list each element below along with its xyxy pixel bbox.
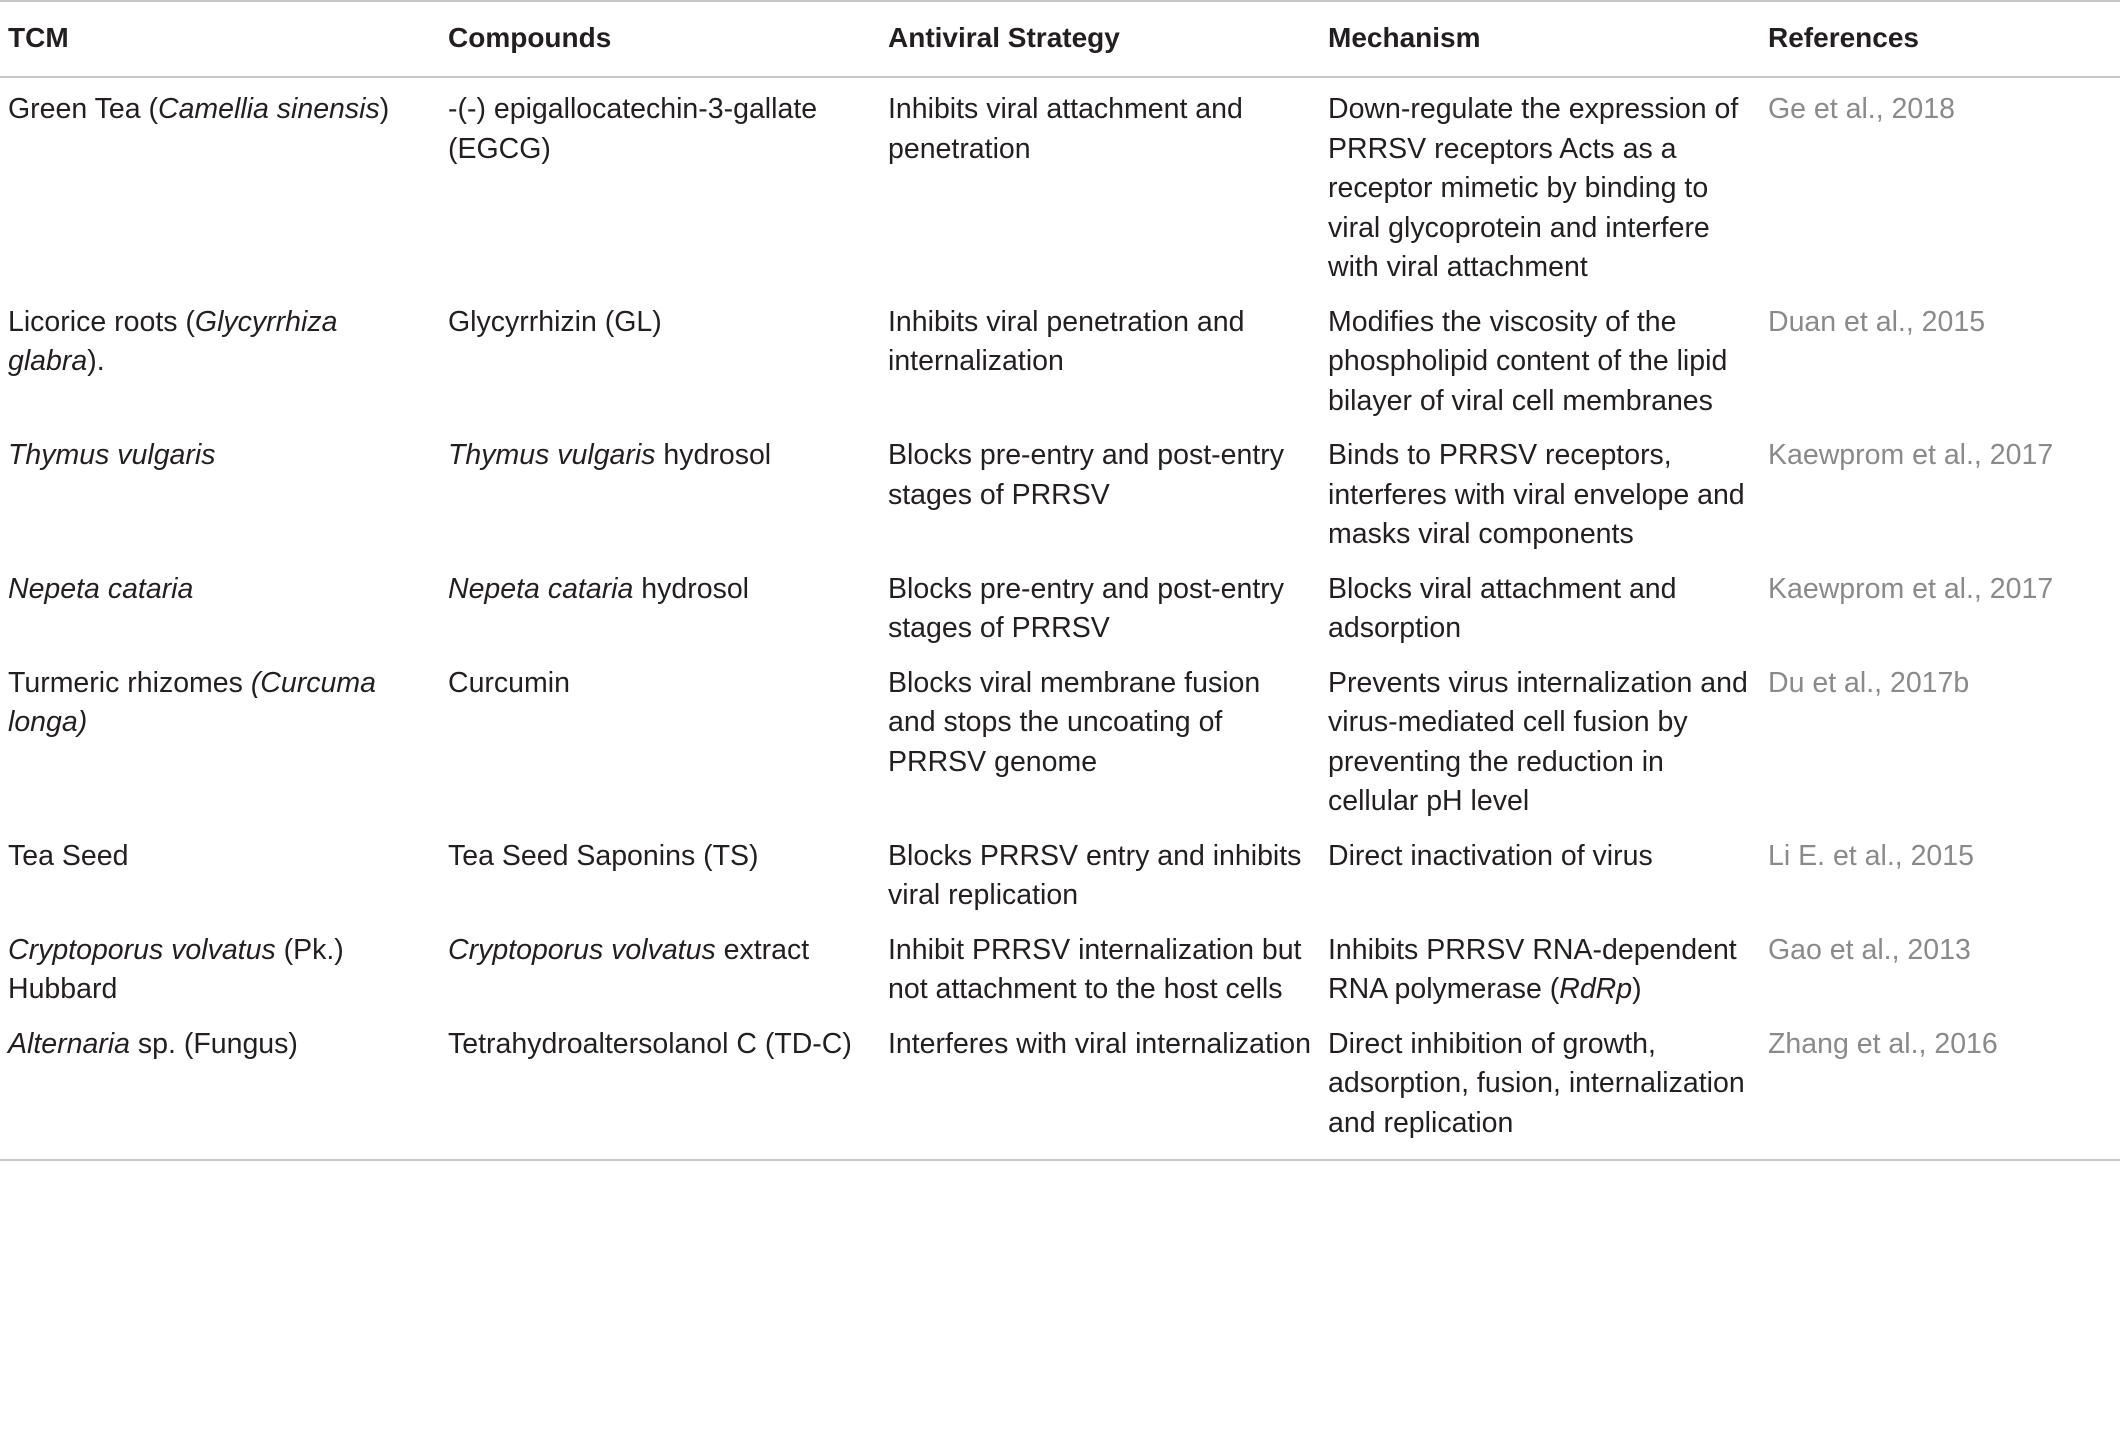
cell-strategy: Blocks PRRSV entry and inhibits viral replication bbox=[888, 839, 1302, 911]
cell-compound bbox=[440, 825, 880, 919]
table-row bbox=[0, 424, 2120, 558]
cell-tcm-italic: Camellia sinensis bbox=[157, 93, 380, 125]
cell-reference-link[interactable]: Gao et al., 2013 bbox=[1768, 933, 1971, 966]
cell-tcm-italic: Cryptoporus volvatus bbox=[8, 933, 276, 966]
cell-mechanism-text: Binds to PRRSV receptors, interferes with viral envelope and masks viral components bbox=[1328, 439, 1745, 550]
cell-compound-text: Glycyrrhizin (GL) bbox=[448, 305, 662, 338]
cell-compound bbox=[440, 424, 880, 558]
cell-tcm-italic: Thymus vulgaris bbox=[8, 439, 216, 471]
header-mechanism: Mechanism bbox=[1328, 22, 1481, 53]
cell-mechanism-text: Direct inactivation of virus bbox=[1328, 839, 1653, 872]
cell-tcm bbox=[0, 652, 440, 825]
cell-reference-link[interactable]: Kaewprom et al., 2017 bbox=[1768, 572, 2054, 605]
cell-compound-text: Tetrahydroaltersolanol C (TD-C) bbox=[448, 1027, 852, 1060]
cell-compound bbox=[440, 919, 880, 1013]
table-row bbox=[0, 291, 2120, 425]
cell-reference-link[interactable]: Kaewprom et al., 2017 bbox=[1768, 439, 2054, 471]
cell-tcm bbox=[0, 825, 440, 919]
cell-tcm-italic: (Curcuma longa) bbox=[8, 666, 376, 738]
cell-tcm bbox=[0, 424, 440, 558]
cell-reference-link[interactable]: Li E. et al., 2015 bbox=[1768, 839, 1974, 872]
cell-mechanism bbox=[1320, 1013, 1760, 1161]
cell-mechanism-text: Direct inhibition of growth, adsorption, fusion, internalization and replication bbox=[1328, 1027, 1745, 1139]
cell-compound-text-after: extract bbox=[715, 933, 810, 966]
table-row bbox=[0, 1013, 2120, 1161]
cell-tcm bbox=[0, 558, 440, 652]
table-row bbox=[0, 652, 2120, 825]
cell-compound bbox=[440, 558, 880, 652]
cell-tcm-text: Tea Seed bbox=[8, 839, 129, 872]
cell-tcm bbox=[0, 1013, 440, 1161]
cell-strategy: Blocks pre-entry and post-entry stages of PRRSV bbox=[888, 439, 1285, 511]
cell-reference-link[interactable]: Ge et al., 2018 bbox=[1768, 93, 1955, 125]
cell-tcm bbox=[0, 919, 440, 1013]
header-row bbox=[0, 1, 2120, 77]
table-row bbox=[0, 77, 2120, 291]
cell-compound-italic: Thymus vulgaris bbox=[448, 439, 656, 471]
cell-mechanism bbox=[1320, 291, 1760, 425]
table-row bbox=[0, 825, 2120, 919]
cell-tcm-text-after: ). bbox=[87, 345, 105, 377]
cell-mechanism-text: Blocks viral attachment and adsorption bbox=[1328, 572, 1677, 644]
cell-mechanism-italic: RdRp bbox=[1559, 973, 1633, 1005]
cell-strategy: Inhibits viral penetration and internalization bbox=[888, 305, 1245, 377]
table-body bbox=[0, 77, 2120, 1160]
cell-compound-text-after: hydrosol bbox=[655, 439, 772, 471]
cell-tcm bbox=[0, 291, 440, 425]
header-antiviral-strategy: Antiviral Strategy bbox=[888, 22, 1120, 53]
cell-compound bbox=[440, 291, 880, 425]
cell-mechanism-text: Modifies the viscosity of the phospholipid content of the lipid bilayer of viral cell membranes bbox=[1328, 305, 1728, 417]
cell-mechanism-text: Inhibits PRRSV RNA-dependent RNA polymerase ( bbox=[1328, 933, 1737, 1005]
cell-compound-text: Tea Seed Saponins (TS) bbox=[448, 839, 759, 872]
cell-tcm-text-after: sp. (Fungus) bbox=[129, 1027, 298, 1060]
cell-mechanism bbox=[1320, 825, 1760, 919]
cell-tcm-text: Turmeric rhizomes bbox=[8, 666, 251, 699]
cell-strategy: Inhibits viral attachment and penetration bbox=[888, 93, 1243, 165]
header-compounds: Compounds bbox=[448, 22, 612, 53]
cell-strategy: Blocks viral membrane fusion and stops the uncoating of PRRSV genome bbox=[888, 666, 1261, 778]
table-row bbox=[0, 919, 2120, 1013]
cell-compound-text-after: hydrosol bbox=[633, 572, 750, 605]
cell-strategy: Interferes with viral internalization bbox=[888, 1027, 1311, 1060]
cell-tcm-text: Licorice roots ( bbox=[8, 305, 195, 338]
cell-tcm bbox=[0, 77, 440, 291]
cell-tcm-italic: Nepeta cataria bbox=[8, 572, 194, 605]
cell-compound-text: Curcumin bbox=[448, 666, 570, 699]
cell-strategy: Blocks pre-entry and post-entry stages of PRRSV bbox=[888, 572, 1285, 644]
cell-compound bbox=[440, 652, 880, 825]
cell-mechanism-text-after: ) bbox=[1632, 973, 1642, 1005]
cell-reference-link[interactable]: Duan et al., 2015 bbox=[1768, 305, 1986, 338]
cell-reference-link[interactable]: Du et al., 2017b bbox=[1768, 666, 1970, 699]
cell-mechanism bbox=[1320, 424, 1760, 558]
cell-strategy: Inhibit PRRSV internalization but not attachment to the host cells bbox=[888, 933, 1302, 1005]
table-row bbox=[0, 558, 2120, 652]
header-references: References bbox=[1768, 22, 1919, 53]
cell-compound bbox=[440, 1013, 880, 1161]
cell-compound-text: -(-) epigallocatechin-3-gallate (EGCG) bbox=[448, 93, 818, 165]
cell-tcm-italic: Alternaria bbox=[8, 1027, 130, 1060]
cell-tcm-text-after: (Pk.) Hubbard bbox=[8, 933, 344, 1005]
cell-mechanism bbox=[1320, 77, 1760, 291]
cell-mechanism-text: Down-regulate the expression of PRRSV receptors Acts as a receptor mimetic by binding to viral glycoprotein and interfere with viral attachment bbox=[1328, 93, 1739, 283]
cell-tcm-text-after: ) bbox=[379, 93, 390, 125]
cell-mechanism bbox=[1320, 919, 1760, 1013]
cell-compound-italic: Nepeta cataria bbox=[448, 572, 634, 605]
cell-mechanism-text: Prevents virus internalization and virus-mediated cell fusion by preventing the reduction in cellular pH level bbox=[1328, 666, 1748, 817]
cell-reference-link[interactable]: Zhang et al., 2016 bbox=[1768, 1027, 1998, 1060]
cell-tcm-text: Green Tea ( bbox=[8, 93, 158, 125]
cell-compound-italic: Cryptoporus volvatus bbox=[448, 933, 716, 966]
header-tcm: TCM bbox=[8, 22, 69, 53]
table-header bbox=[0, 1, 2120, 77]
cell-mechanism bbox=[1320, 558, 1760, 652]
cell-tcm-italic: Glycyrrhiza glabra bbox=[8, 305, 338, 377]
cell-mechanism bbox=[1320, 652, 1760, 825]
cell-compound bbox=[440, 77, 880, 291]
